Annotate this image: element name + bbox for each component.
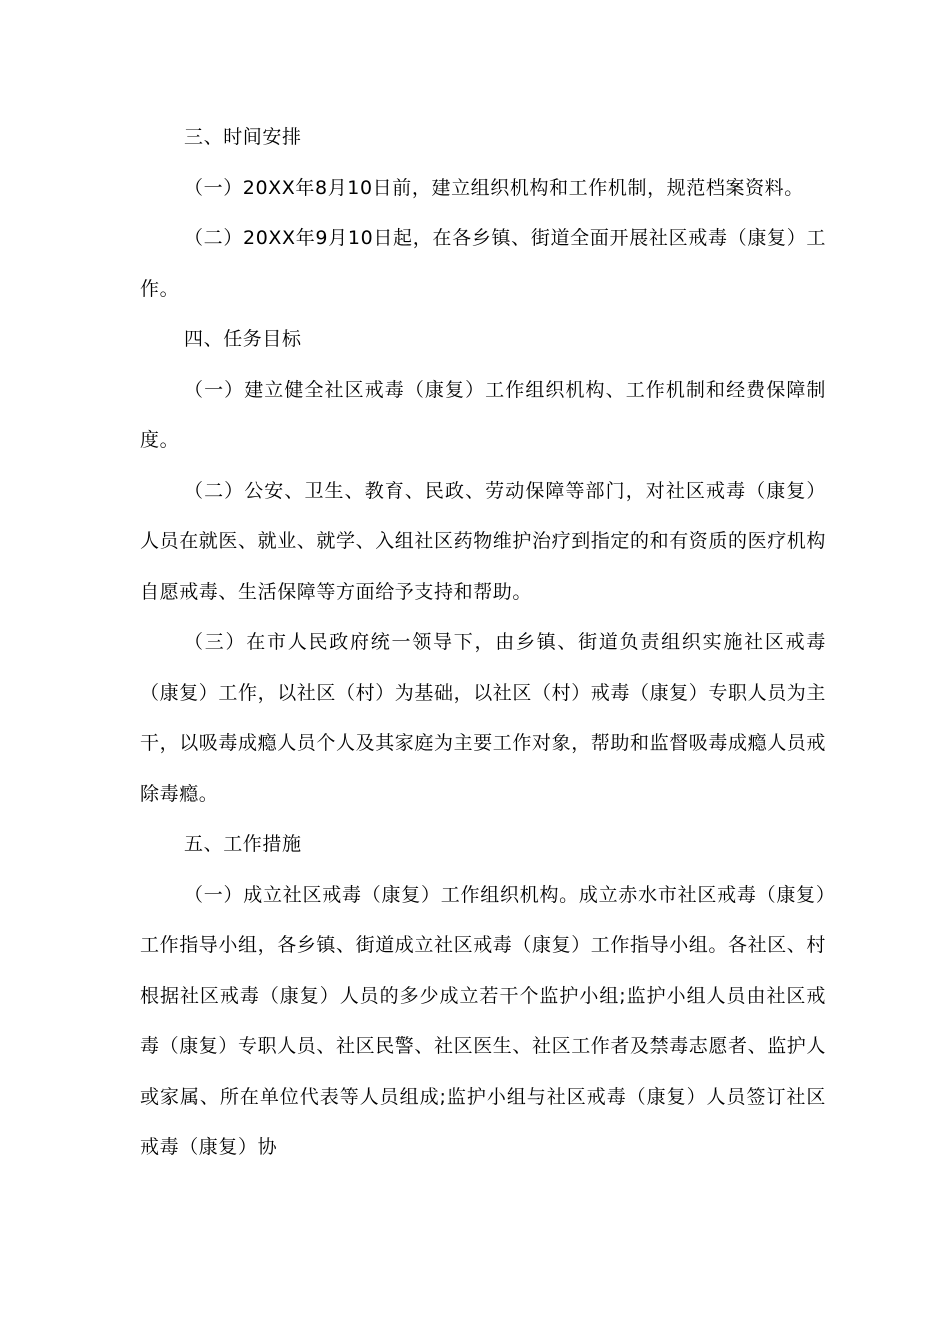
schedule-item-2: （二）20XX年9月10日起，在各乡镇、街道全面开展社区戒毒（康复）工作。 — [140, 227, 826, 300]
section-heading-goals: 四、任务目标 — [184, 328, 302, 350]
goal-item-2: （二）公安、卫生、教育、民政、劳动保障等部门，对社区戒毒（康复）人员在就医、就业、就学、入组社区药物维护治疗到指定的和有资质的医疗机构自愿戒毒、生活保障等方面给予支持和帮助。 — [140, 479, 827, 603]
document-body — [140, 112, 826, 1173]
section-heading-schedule: 三、时间安排 — [184, 126, 302, 148]
section-heading-measures: 五、工作措施 — [184, 833, 302, 855]
goal-item-1: （一）建立健全社区戒毒（康复）工作组织机构、工作机制和经费保障制度。 — [140, 378, 826, 451]
goal-item-3: （三）在市人民政府统一领导下，由乡镇、街道负责组织实施社区戒毒（康复）工作，以社区（村）为基础，以社区（村）戒毒（康复）专职人员为主干，以吸毒成瘾人员个人及其家庭为主要工作对象，帮助和监督吸毒成瘾人员戒除毒瘾。 — [140, 631, 827, 805]
schedule-item-1: （一）20XX年8月10日前，建立组织机构和工作机制，规范档案资料。 — [184, 176, 804, 199]
measure-item-1: （一）成立社区戒毒（康复）工作组织机构。成立赤水市社区戒毒（康复）工作指导小组，各乡镇、街道成立社区戒毒（康复）工作指导小组。各社区、村根据社区戒毒（康复）人员的多少成立若干个监护小组;监护小组人员由社区戒毒（康复）专职人员、社区民警、社区医生、社区工作者及禁毒志愿者、监护人或家属、所在单位代表等人员组成;监护小组与社区戒毒（康复）人员签订社区戒毒（康复）协 — [140, 883, 827, 1158]
